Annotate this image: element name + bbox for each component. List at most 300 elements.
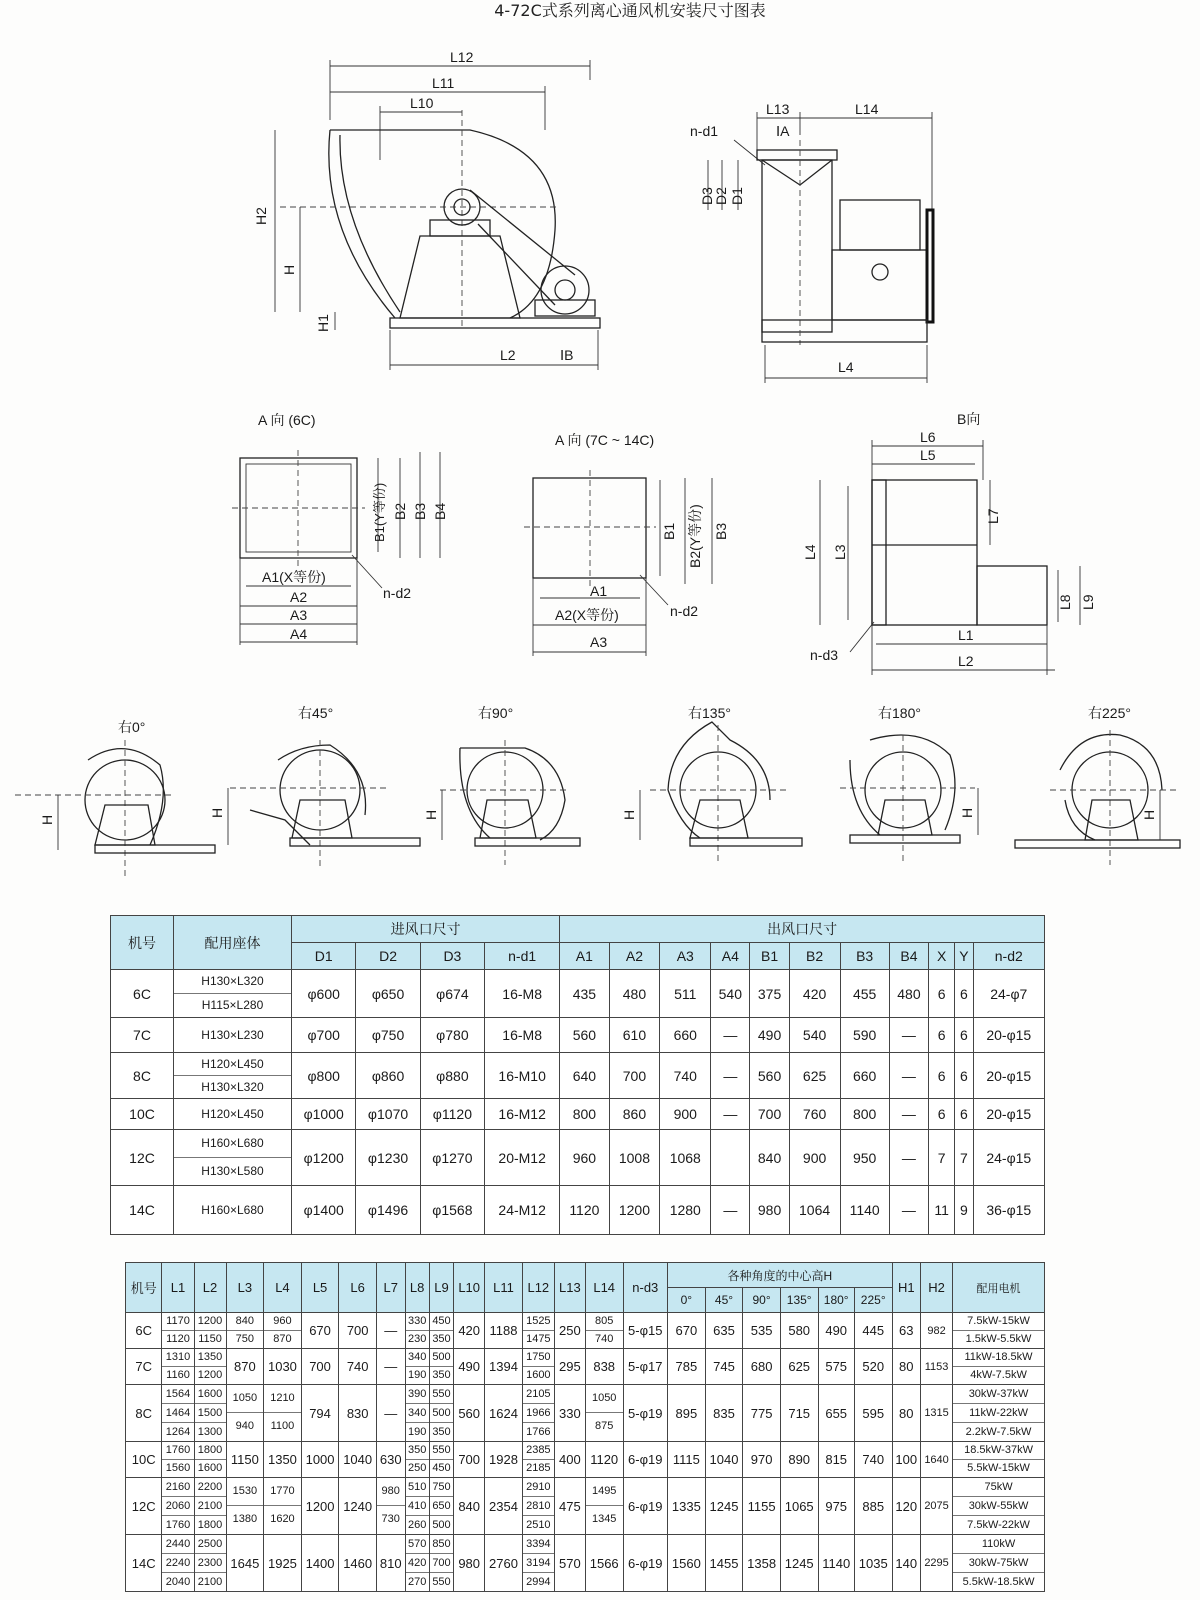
cell-l8 bbox=[405, 1442, 429, 1478]
cell-l12-line: 2510 bbox=[526, 1519, 551, 1531]
col-b3: B3 bbox=[840, 943, 889, 970]
cell-l9-line: 550 bbox=[430, 1442, 453, 1460]
cell-l2-line: 2500 bbox=[195, 1535, 226, 1554]
cell-h2: 1640 bbox=[921, 1442, 953, 1478]
installation-dimension-table bbox=[125, 1262, 1045, 1592]
dim-A1-7c: A1 bbox=[590, 583, 608, 599]
cell-d1: φ700 bbox=[292, 1018, 356, 1053]
angle-h-135: H bbox=[621, 809, 637, 820]
dim-B3-7c: B3 bbox=[713, 522, 729, 540]
cell-b3: 590 bbox=[840, 1018, 889, 1053]
cell-l2-line: 1600 bbox=[197, 1462, 223, 1474]
cell-l1-line: 1160 bbox=[166, 1369, 190, 1381]
cell-b2: 900 bbox=[789, 1130, 840, 1186]
cell-base-line: H130×L320 bbox=[201, 1080, 264, 1094]
table-row bbox=[111, 970, 1045, 1018]
cell-d2: φ860 bbox=[356, 1053, 420, 1099]
table2-header bbox=[126, 1263, 1045, 1288]
cell-l3: 870 bbox=[226, 1349, 264, 1385]
cell-l9-line: 550 bbox=[432, 1576, 451, 1588]
angle-label-135: 右135° bbox=[688, 705, 731, 721]
cell-h-angle: 1035 bbox=[854, 1535, 892, 1592]
cell-machine-no: 6C bbox=[111, 970, 174, 1018]
cell-l14-line: 1050 bbox=[586, 1385, 623, 1413]
cell-a3: 660 bbox=[660, 1018, 711, 1053]
cell-l5: 670 bbox=[301, 1313, 339, 1349]
a-view-7c-14c bbox=[524, 432, 729, 656]
cell-l7: — bbox=[376, 1349, 405, 1385]
cell-h2: 2075 bbox=[921, 1478, 953, 1535]
cell-b3: 1140 bbox=[840, 1186, 889, 1235]
cell-b4: — bbox=[889, 1018, 928, 1053]
cell-d3: φ674 bbox=[420, 970, 484, 1018]
cell-h-angle: 740 bbox=[854, 1442, 892, 1478]
cell-h-angle: 1245 bbox=[780, 1535, 818, 1592]
cell-a1: 800 bbox=[560, 1099, 609, 1130]
dim-A1-6c: A1(X等份) bbox=[262, 569, 326, 585]
cell-l9-line: 750 bbox=[430, 1478, 453, 1497]
dim-L2: L2 bbox=[500, 347, 516, 363]
cell-h-angle: 595 bbox=[854, 1385, 892, 1442]
cell-l12 bbox=[522, 1535, 554, 1592]
col-base: 配用座体 bbox=[174, 916, 292, 970]
cell-h-angle: 890 bbox=[780, 1442, 818, 1478]
table-row bbox=[126, 1313, 1045, 1349]
cell-d1: φ1400 bbox=[292, 1186, 356, 1235]
cell-b1: 700 bbox=[750, 1099, 789, 1130]
cell-nd1: 20-M12 bbox=[485, 1130, 560, 1186]
cell-b3: 950 bbox=[840, 1130, 889, 1186]
col-angle: 180° bbox=[818, 1288, 854, 1313]
dim-H2: H2 bbox=[253, 207, 269, 225]
dim-B1-6c: B1(Y等份) bbox=[372, 482, 387, 542]
angle-h-45: H bbox=[209, 807, 225, 818]
label-n-d2-7c: n-d2 bbox=[670, 603, 699, 619]
cell-l1-line: 1310 bbox=[162, 1349, 193, 1367]
cell-l14 bbox=[585, 1313, 623, 1349]
cell-y: 6 bbox=[955, 1053, 973, 1099]
cell-h-angle: 1040 bbox=[705, 1442, 743, 1478]
cell-h-angle: 625 bbox=[780, 1349, 818, 1385]
cell-motor-line: 30kW-37kW bbox=[953, 1385, 1044, 1404]
angle-label-225: 右225° bbox=[1088, 705, 1131, 721]
cell-h-angle: 1155 bbox=[743, 1478, 781, 1535]
cell-l2-line: 1600 bbox=[195, 1385, 226, 1404]
cell-b2: 1064 bbox=[789, 1186, 840, 1235]
cell-a4: — bbox=[711, 1018, 750, 1053]
cell-h-angle: 1455 bbox=[705, 1535, 743, 1592]
cell-l9 bbox=[429, 1442, 453, 1478]
cell-l9-line: 350 bbox=[432, 1333, 451, 1345]
cell-d1: φ1200 bbox=[292, 1130, 356, 1186]
cell-motor-line: 30kW-75kW bbox=[953, 1554, 1044, 1573]
cell-l7-line: 980 bbox=[377, 1478, 405, 1506]
cell-base-line: H130×L580 bbox=[201, 1164, 264, 1178]
table-row bbox=[111, 1099, 1045, 1130]
cell-b2: 625 bbox=[789, 1053, 840, 1099]
cell-l5: 1400 bbox=[301, 1535, 339, 1592]
cell-l6: 740 bbox=[339, 1349, 377, 1385]
cell-h-angle: 575 bbox=[818, 1349, 854, 1385]
dim-L4-b: L4 bbox=[802, 544, 818, 560]
cell-l2-line: 1500 bbox=[195, 1404, 226, 1423]
cell-l1-line: 2440 bbox=[162, 1535, 193, 1554]
cell-l9-line: 700 bbox=[430, 1554, 453, 1573]
cell-h-angle: 1358 bbox=[743, 1535, 781, 1592]
cell-x: 6 bbox=[929, 1099, 955, 1130]
cell-y: 7 bbox=[955, 1130, 973, 1186]
cell-l13: 475 bbox=[554, 1478, 585, 1535]
cell-a2: 1008 bbox=[609, 1130, 660, 1186]
cell-base-line: H130×L320 bbox=[174, 970, 291, 994]
cell-l13: 295 bbox=[554, 1349, 585, 1385]
cell-y: 6 bbox=[955, 1099, 973, 1130]
cell-b3: 800 bbox=[840, 1099, 889, 1130]
cell-h-angle: 1560 bbox=[668, 1535, 706, 1592]
cell-l8-line: 390 bbox=[406, 1385, 429, 1404]
cell-l12-line: 1766 bbox=[526, 1426, 551, 1438]
cell-x: 6 bbox=[929, 970, 955, 1018]
angle-h-0: H bbox=[39, 814, 55, 825]
cell-h-angle: 670 bbox=[668, 1313, 706, 1349]
cell-l7: — bbox=[376, 1313, 405, 1349]
label-n-d2-6c: n-d2 bbox=[383, 585, 412, 601]
dim-D3: D3 bbox=[699, 187, 715, 205]
cell-h-angle: 580 bbox=[780, 1313, 818, 1349]
dim-H1: H1 bbox=[315, 314, 331, 332]
col-3: L3 bbox=[226, 1263, 264, 1313]
cell-y: 6 bbox=[955, 1018, 973, 1053]
col-n-d1: n-d1 bbox=[485, 943, 560, 970]
cell-l1 bbox=[162, 1385, 194, 1442]
cell-l12-line: 2810 bbox=[523, 1497, 554, 1516]
table-row bbox=[111, 1018, 1045, 1053]
cell-base bbox=[174, 1130, 292, 1186]
cell-h-angle: 715 bbox=[780, 1385, 818, 1442]
cell-l10: 980 bbox=[454, 1535, 485, 1592]
col-machine-no: 机号 bbox=[111, 916, 174, 970]
col-d2: D2 bbox=[356, 943, 420, 970]
cell-l1 bbox=[162, 1478, 194, 1535]
cell-l8-line: 190 bbox=[407, 1369, 427, 1381]
cell-l13: 330 bbox=[554, 1385, 585, 1442]
cell-l13: 400 bbox=[554, 1442, 585, 1478]
cell-l2 bbox=[194, 1535, 226, 1592]
cell-base bbox=[174, 1099, 292, 1130]
cell-d1: φ600 bbox=[292, 970, 356, 1018]
cell-l5: 700 bbox=[301, 1349, 339, 1385]
cell-l12-line: 1966 bbox=[523, 1404, 554, 1423]
table-row bbox=[111, 1053, 1045, 1099]
cell-a3: 900 bbox=[660, 1099, 711, 1130]
cell-l4 bbox=[264, 1478, 302, 1535]
cell-l1-line: 1464 bbox=[162, 1404, 193, 1423]
cell-motor bbox=[953, 1535, 1045, 1592]
cell-l1-line: 1264 bbox=[165, 1426, 191, 1438]
cell-l8-line: 350 bbox=[406, 1442, 429, 1460]
cell-h-angle: 535 bbox=[743, 1313, 781, 1349]
cell-l11: 1624 bbox=[485, 1385, 523, 1442]
cell-l6: 1460 bbox=[339, 1535, 377, 1592]
col-0: 机号 bbox=[126, 1263, 162, 1313]
cell-l10: 490 bbox=[454, 1349, 485, 1385]
cell-l6: 830 bbox=[339, 1385, 377, 1442]
cell-nd3: 5-φ17 bbox=[623, 1349, 668, 1385]
cell-l4: 1030 bbox=[264, 1349, 302, 1385]
a-view-6c-title: A 向 (6C) bbox=[258, 412, 316, 428]
cell-l2-line: 1800 bbox=[195, 1442, 226, 1460]
dim-L6-b: L6 bbox=[920, 429, 936, 445]
cell-l1-line: 2160 bbox=[162, 1478, 193, 1497]
a-view-6c bbox=[232, 412, 448, 645]
cell-l3-line: 1380 bbox=[232, 1513, 258, 1525]
angle-right-135 bbox=[621, 705, 802, 865]
cell-l9-line: 450 bbox=[432, 1462, 451, 1474]
cell-a3: 1280 bbox=[660, 1186, 711, 1235]
cell-l3-line: 840 bbox=[227, 1313, 264, 1331]
col-a2: A2 bbox=[609, 943, 660, 970]
col-4: L4 bbox=[264, 1263, 302, 1313]
cell-l14-line: 1495 bbox=[586, 1478, 623, 1506]
cell-b2: 420 bbox=[789, 970, 840, 1018]
cell-l9-line: 500 bbox=[432, 1519, 451, 1531]
cell-l4: 1350 bbox=[264, 1442, 302, 1478]
cell-d2: φ1230 bbox=[356, 1130, 420, 1186]
cell-a1: 435 bbox=[560, 970, 609, 1018]
col-a3: A3 bbox=[660, 943, 711, 970]
cell-l8-line: 420 bbox=[406, 1554, 429, 1573]
cell-a3: 1068 bbox=[660, 1130, 711, 1186]
cell-machine-no: 12C bbox=[126, 1478, 162, 1535]
dim-D1: D1 bbox=[729, 187, 745, 205]
angle-right-0 bbox=[15, 719, 215, 880]
dim-L10: L10 bbox=[410, 95, 434, 111]
dim-L3-b: L3 bbox=[832, 544, 848, 560]
cell-l3-line: 1050 bbox=[227, 1385, 264, 1413]
col-1: L1 bbox=[162, 1263, 194, 1313]
cell-l1 bbox=[162, 1442, 194, 1478]
cell-motor-line: 1.5kW-5.5kW bbox=[965, 1333, 1032, 1345]
table1-body bbox=[111, 970, 1045, 1235]
cell-machine-no: 12C bbox=[111, 1130, 174, 1186]
col-5: L5 bbox=[301, 1263, 339, 1313]
col-angle: 0° bbox=[668, 1288, 706, 1313]
cell-h-angle: 970 bbox=[743, 1442, 781, 1478]
col-inlet: 进风口尺寸 bbox=[292, 916, 560, 943]
cell-l12 bbox=[522, 1349, 554, 1385]
cell-l1-line: 1760 bbox=[165, 1519, 191, 1531]
cell-l14-line: 875 bbox=[595, 1420, 614, 1432]
cell-l12 bbox=[522, 1478, 554, 1535]
col-x: X bbox=[929, 943, 955, 970]
col-17: H1 bbox=[892, 1263, 921, 1313]
cell-l8-line: 570 bbox=[406, 1535, 429, 1554]
cell-l10: 420 bbox=[454, 1313, 485, 1349]
angle-label-90: 右90° bbox=[478, 705, 514, 721]
cell-nd1: 16-M10 bbox=[485, 1053, 560, 1099]
cell-a2: 700 bbox=[609, 1053, 660, 1099]
cell-b4: — bbox=[889, 1053, 928, 1099]
cell-d2: φ750 bbox=[356, 1018, 420, 1053]
cell-b1: 980 bbox=[750, 1186, 789, 1235]
cell-l1-line: 1170 bbox=[162, 1313, 193, 1331]
cell-nd3: 5-φ19 bbox=[623, 1385, 668, 1442]
angle-label-45: 右45° bbox=[298, 705, 334, 721]
cell-l8-line: 230 bbox=[407, 1333, 427, 1345]
cell-h-angle: 1065 bbox=[780, 1478, 818, 1535]
cell-base-line: H130×L230 bbox=[201, 1028, 264, 1042]
cell-l8-line: 330 bbox=[406, 1313, 429, 1331]
cell-h1: 80 bbox=[892, 1349, 921, 1385]
cell-l12-line: 1525 bbox=[523, 1313, 554, 1331]
cell-h2: 982 bbox=[921, 1313, 953, 1349]
angle-label-180: 右180° bbox=[878, 705, 921, 721]
cell-l2 bbox=[194, 1442, 226, 1478]
cell-l9-line: 350 bbox=[432, 1426, 451, 1438]
inlet-outlet-dimension-table bbox=[110, 915, 1045, 1235]
cell-machine-no: 10C bbox=[126, 1442, 162, 1478]
col-12: L12 bbox=[522, 1263, 554, 1313]
cell-l2-line: 1350 bbox=[195, 1349, 226, 1367]
cell-l3 bbox=[226, 1385, 264, 1442]
cell-y: 6 bbox=[955, 970, 973, 1018]
dim-A2-7c: A2(X等份) bbox=[555, 607, 619, 623]
cell-l3-line: 1530 bbox=[227, 1478, 264, 1506]
cell-h-angle: 680 bbox=[743, 1349, 781, 1385]
cell-l3-line: 940 bbox=[235, 1420, 255, 1432]
cell-l8-line: 270 bbox=[407, 1576, 427, 1588]
dim-L4-front: L4 bbox=[838, 359, 854, 375]
cell-l7: 630 bbox=[376, 1442, 405, 1478]
col-16: 各种角度的中心高H bbox=[668, 1263, 892, 1288]
dim-A3-6c: A3 bbox=[290, 607, 308, 623]
cell-d1: φ800 bbox=[292, 1053, 356, 1099]
cell-l2-line: 1800 bbox=[197, 1519, 223, 1531]
cell-l1-line: 1564 bbox=[162, 1385, 193, 1404]
cell-motor-line: 30kW-55kW bbox=[953, 1497, 1044, 1516]
cell-h-angle: 885 bbox=[854, 1478, 892, 1535]
dim-L5-b: L5 bbox=[920, 447, 936, 463]
cell-motor-line: 11kW-22kW bbox=[953, 1404, 1044, 1423]
cell-h-angle: 775 bbox=[743, 1385, 781, 1442]
cell-d3: φ1270 bbox=[420, 1130, 484, 1186]
cell-l12-line: 1475 bbox=[526, 1333, 551, 1345]
cell-l5: 794 bbox=[301, 1385, 339, 1442]
cell-l2 bbox=[194, 1385, 226, 1442]
angle-h-90: H bbox=[423, 809, 439, 820]
dim-B2-7c: B2(Y等份) bbox=[687, 504, 703, 568]
cell-l2 bbox=[194, 1349, 226, 1385]
cell-nd1: 16-M8 bbox=[485, 1018, 560, 1053]
cell-l2-line: 2100 bbox=[197, 1576, 223, 1588]
cell-l9 bbox=[429, 1385, 453, 1442]
cell-l4-line: 1620 bbox=[270, 1513, 295, 1525]
table2-body bbox=[126, 1313, 1045, 1592]
col-8: L8 bbox=[405, 1263, 429, 1313]
angle-right-180 bbox=[840, 705, 978, 865]
cell-d3: φ880 bbox=[420, 1053, 484, 1099]
label-n-d1: n-d1 bbox=[690, 123, 719, 139]
label-n-d3-b: n-d3 bbox=[810, 647, 839, 663]
cell-l2 bbox=[194, 1478, 226, 1535]
cell-l14-line: 740 bbox=[595, 1333, 614, 1345]
dim-L14: L14 bbox=[855, 101, 879, 117]
cell-l8-line: 510 bbox=[406, 1478, 429, 1497]
cell-a4: — bbox=[711, 1053, 750, 1099]
cell-motor bbox=[953, 1349, 1045, 1385]
cell-machine-no: 14C bbox=[126, 1535, 162, 1592]
cell-l8-line: 340 bbox=[406, 1404, 429, 1423]
cell-b4: — bbox=[889, 1130, 928, 1186]
angle-views bbox=[15, 705, 1180, 880]
col-angle: 90° bbox=[743, 1288, 781, 1313]
cell-l8 bbox=[405, 1478, 429, 1535]
cell-d3: φ1568 bbox=[420, 1186, 484, 1235]
cell-l12-line: 2994 bbox=[526, 1576, 551, 1588]
cell-l9-line: 550 bbox=[430, 1385, 453, 1404]
angle-h-225: H bbox=[1141, 809, 1157, 820]
dim-L1-b: L1 bbox=[958, 627, 974, 643]
cell-l2-line: 2200 bbox=[195, 1478, 226, 1497]
page-title: 4-72C式系列离心通风机安装尺寸图表 bbox=[494, 1, 766, 20]
cell-l7: 810 bbox=[376, 1535, 405, 1592]
cell-motor-line: 2.2kW-7.5kW bbox=[965, 1426, 1032, 1438]
cell-a4: — bbox=[711, 1186, 750, 1235]
col-18: H2 bbox=[921, 1263, 953, 1313]
cell-l9 bbox=[429, 1313, 453, 1349]
cell-motor-line: 7.5kW-22kW bbox=[967, 1519, 1030, 1531]
cell-b1: 490 bbox=[750, 1018, 789, 1053]
cell-motor-line: 5.5kW-18.5kW bbox=[962, 1576, 1035, 1588]
cell-a1: 1120 bbox=[560, 1186, 609, 1235]
cell-h1: 80 bbox=[892, 1385, 921, 1442]
table-row bbox=[111, 1186, 1045, 1235]
col-10: L10 bbox=[454, 1263, 485, 1313]
cell-l11: 2760 bbox=[485, 1535, 523, 1592]
cell-b3: 455 bbox=[840, 970, 889, 1018]
cell-d2: φ1070 bbox=[356, 1099, 420, 1130]
cell-l9 bbox=[429, 1478, 453, 1535]
table-row bbox=[126, 1442, 1045, 1478]
cell-l9-line: 350 bbox=[432, 1369, 451, 1381]
cell-h1: 100 bbox=[892, 1442, 921, 1478]
cell-h-angle: 785 bbox=[668, 1349, 706, 1385]
cell-b4: 480 bbox=[889, 970, 928, 1018]
cell-nd2: 20-φ15 bbox=[973, 1099, 1044, 1130]
cell-l3 bbox=[226, 1478, 264, 1535]
dim-L11: L11 bbox=[432, 75, 455, 91]
cell-h2: 2295 bbox=[921, 1535, 953, 1592]
cell-h2: 1315 bbox=[921, 1385, 953, 1442]
fan-front-view bbox=[690, 101, 933, 383]
cell-l2-line: 1200 bbox=[195, 1313, 226, 1331]
cell-d3: φ780 bbox=[420, 1018, 484, 1053]
cell-a2: 610 bbox=[609, 1018, 660, 1053]
cell-motor-line: 110kW bbox=[953, 1535, 1044, 1554]
cell-l9-line: 500 bbox=[430, 1349, 453, 1367]
cell-base-line: H120×L450 bbox=[174, 1053, 291, 1076]
cell-l8 bbox=[405, 1313, 429, 1349]
angle-right-45 bbox=[209, 705, 420, 870]
col-7: L7 bbox=[376, 1263, 405, 1313]
col-13: L13 bbox=[554, 1263, 585, 1313]
col-b2: B2 bbox=[789, 943, 840, 970]
cell-l11: 2354 bbox=[485, 1478, 523, 1535]
cell-b4: — bbox=[889, 1186, 928, 1235]
cell-l4-line: 1210 bbox=[264, 1385, 301, 1413]
cell-l4 bbox=[264, 1313, 302, 1349]
cell-motor bbox=[953, 1442, 1045, 1478]
